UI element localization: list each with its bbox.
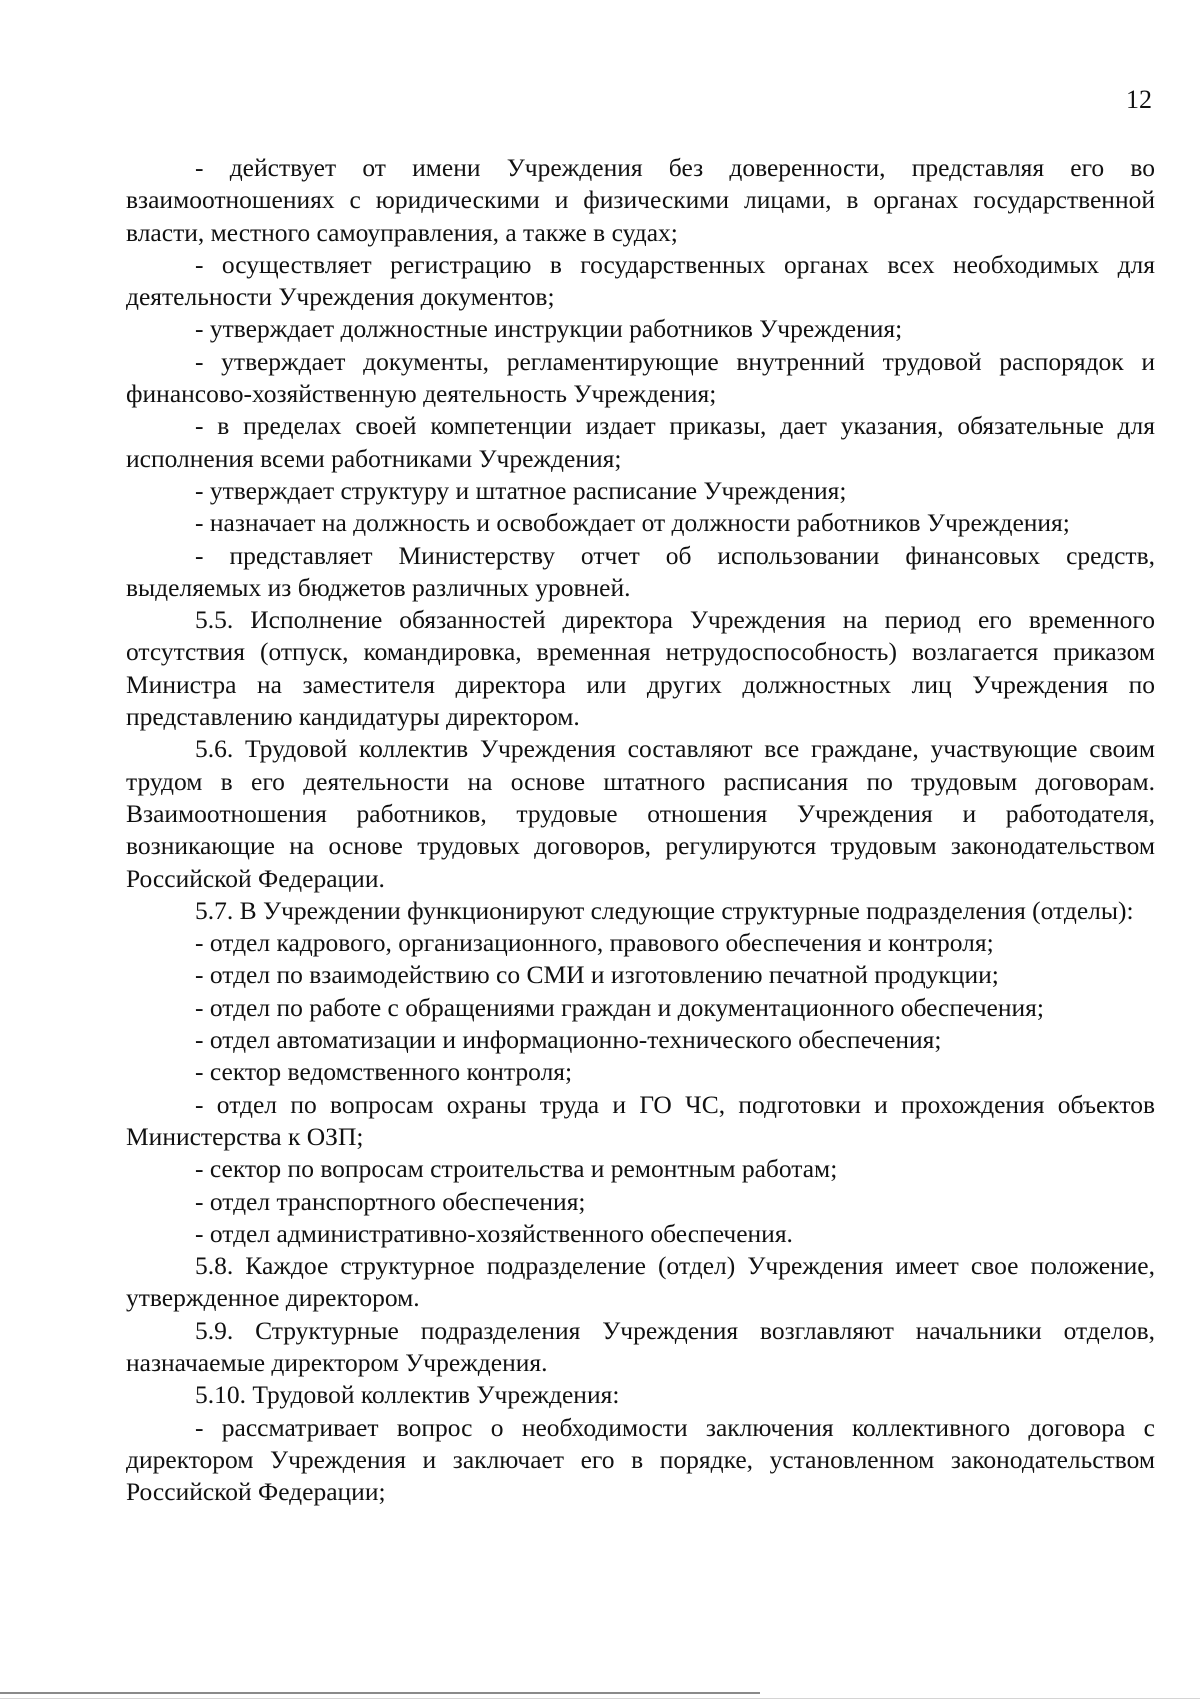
paragraph: 5.6. Трудовой коллектив Учреждения составляют все граждане, участвующие своим трудом в его деятельности на основе штатного расписания по трудовым договорам. Взаимоотношения работников, трудовые отношения Учреждения и работодателя, возникающие на основе трудовых договоров, регулируются трудовым законодательством Российской Федерации.: [126, 734, 1155, 893]
paragraph: - представляет Министерству отчет об использовании финансовых средств, выделяемых из бюджетов различных уровней.: [126, 540, 1155, 602]
paragraph: - действует от имени Учреждения без доверенности, представляя его во взаимоотношениях с юридическими и физическими лицами, в органах государственной власти, местного самоуправления, а также в судах;: [126, 153, 1155, 247]
paragraph: 5.5. Исполнение обязанностей директора Учреждения на период его временного отсутствия (отпуск, командировка, временная нетрудоспособность) возлагается приказом Министра на заместителя директора или других должностных лиц Учреждения по представлению кандидатуры директором.: [126, 605, 1155, 732]
paragraph: 5.9. Структурные подразделения Учреждения возглавляют начальники отделов, назначаемые директором Учреждения.: [126, 1315, 1155, 1377]
paragraph: - утверждает документы, регламентирующие внутренний трудовой распорядок и финансово-хозяйственную деятельность Учреждения;: [126, 346, 1155, 409]
paragraph: - назначает на должность и освобождает от должности работников Учреждения;: [195, 508, 1070, 538]
paragraph: 5.8. Каждое структурное подразделение (отдел) Учреждения имеет свое положение, утвержденное директором.: [126, 1251, 1155, 1313]
list-item: - отдел транспортного обеспечения;: [195, 1186, 586, 1216]
page-number: 12: [1126, 85, 1152, 114]
scan-edge-line: [0, 1692, 760, 1694]
list-item: - отдел по работе с обращениями граждан и документационного обеспечения;: [195, 992, 1044, 1022]
paragraph: 5.10. Трудовой коллектив Учреждения:: [195, 1380, 620, 1410]
list-item: - отдел автоматизации и информационно-технического обеспечения;: [195, 1025, 942, 1055]
list-item: - отдел кадрового, организационного, правового обеспечения и контроля;: [195, 928, 994, 958]
paragraph: - в пределах своей компетенции издает приказы, дает указания, обязательные для исполнения всеми работниками Учреждения;: [126, 411, 1155, 473]
document-body: [126, 152, 1155, 1508]
list-item: - отдел административно-хозяйственного обеспечения.: [195, 1218, 793, 1248]
list-item: - отдел по взаимодействию со СМИ и изготовлению печатной продукции;: [195, 960, 999, 990]
paragraph: 5.7. В Учреждении функционируют следующие структурные подразделения (отделы):: [195, 895, 1134, 925]
scan-edge-line: [0, 1698, 1200, 1699]
paragraph: - рассматривает вопрос о необходимости заключения коллективного договора с директором Учреждения и заключает его в порядке, установленном законодательством Российской Федерации;: [126, 1412, 1155, 1507]
list-item: - сектор по вопросам строительства и ремонтным работам;: [195, 1154, 838, 1184]
list-item: - отдел по вопросам охраны труда и ГО ЧС, подготовки и прохождения объектов Министерства к ОЗП;: [126, 1089, 1155, 1151]
paragraph: - утверждает должностные инструкции работников Учреждения;: [195, 314, 903, 344]
list-item: - сектор ведомственного контроля;: [195, 1057, 573, 1087]
paragraph: - осуществляет регистрацию в государственных органах всех необходимых для деятельности Учреждения документов;: [126, 249, 1155, 312]
paragraph: - утверждает структуру и штатное расписание Учреждения;: [195, 475, 847, 505]
